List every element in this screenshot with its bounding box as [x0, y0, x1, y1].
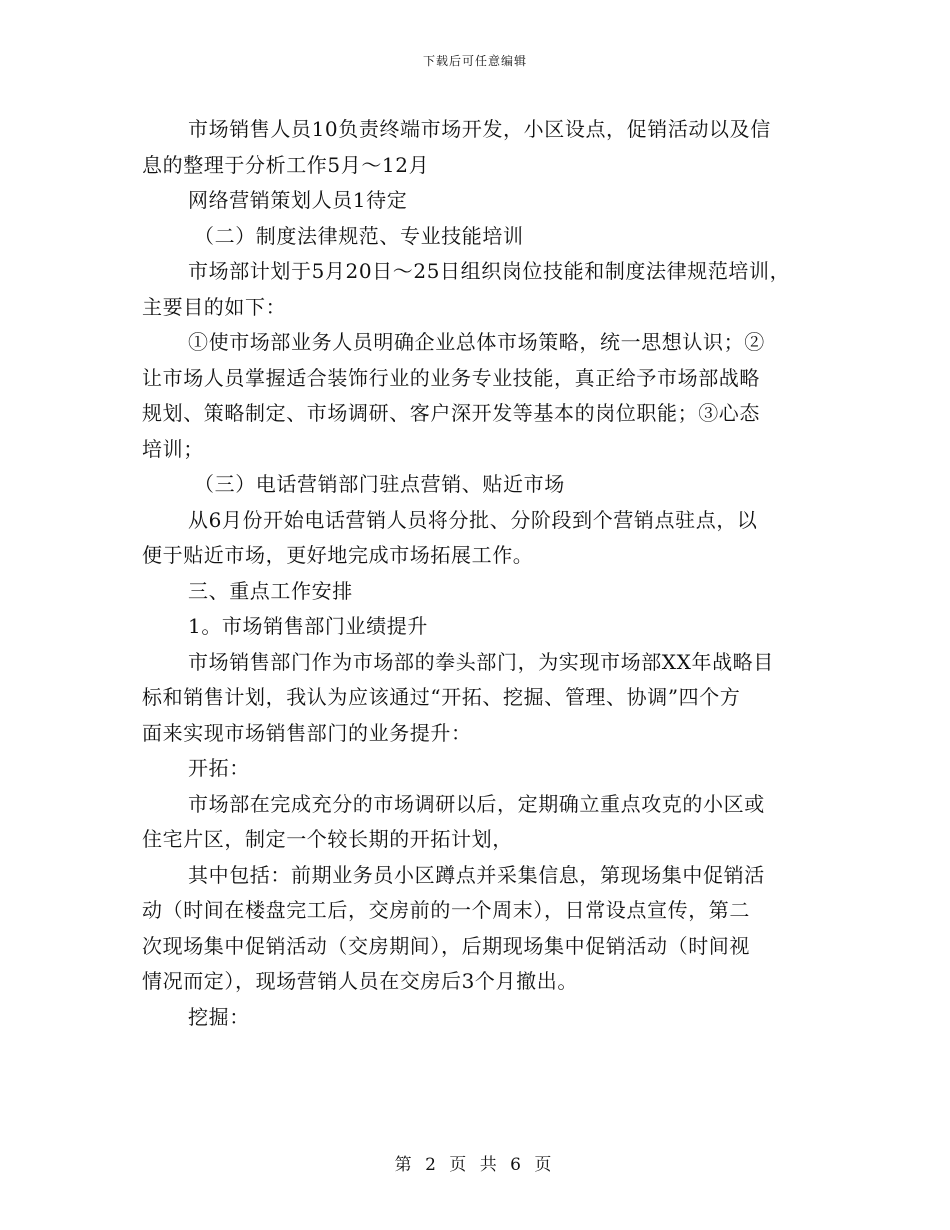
paragraph-line: 开拓：: [188, 756, 250, 780]
paragraph-line: 情况而定），现场营销人员在交房后3个月撤出。: [142, 969, 578, 993]
page-footer: 第 2 页 共 6 页: [394, 1155, 556, 1175]
paragraph-line: 息的整理于分析工作5月～12月: [142, 152, 430, 177]
section-heading: （二）制度法律规范、专业技能培训: [194, 223, 524, 248]
paragraph-line: 让市场人员掌握适合装饰行业的业务专业技能，真正给予市场部战略: [142, 365, 760, 390]
paragraph-line: 市场销售人员10负责终端市场开发，小区设点，促销活动以及信: [188, 117, 771, 141]
paragraph-line: 其中包括：前期业务员小区蹲点并采集信息，第现场集中促销活: [188, 862, 765, 887]
paragraph-line: 市场部计划于5月20日～25日组织岗位技能和制度法律规范培训，: [188, 259, 791, 283]
section-heading: （三）电话营销部门驻点营销、贴近市场: [194, 472, 565, 496]
paragraph-line: 规划、策略制定、市场调研、客户深开发等基本的岗位职能；③心态: [142, 401, 760, 425]
paragraph-line: 市场部在完成充分的市场调研以后，定期确立重点攻克的小区或: [188, 791, 765, 816]
paragraph-line: 挖掘：: [188, 1004, 250, 1029]
paragraph-line: 次现场集中促销活动（交房期间），后期现场集中促销活动（时间视: [142, 933, 750, 958]
paragraph-line: 培训；: [142, 436, 204, 461]
paragraph-line: 便于贴近市场，更好地完成市场拓展工作。: [142, 543, 534, 567]
page-header: 下载后可任意编辑: [422, 54, 527, 68]
paragraph-line: 面来实现市场销售部门的业务提升：: [142, 720, 472, 745]
subsection-heading: 1。市场销售部门业绩提升: [188, 614, 428, 638]
paragraph-line: 住宅片区，制定一个较长期的开拓计划，: [142, 827, 513, 851]
paragraph-line: ①使市场部业务人员明确企业总体市场策略，统一思想认识；②: [188, 330, 765, 354]
paragraph-line: 市场销售部门作为市场部的拳头部门，为实现市场部XX年战略目: [188, 649, 774, 674]
paragraph-line: 主要目的如下：: [142, 294, 287, 319]
document-body: [142, 112, 812, 1035]
paragraph-line: 网络营销策划人员1待定: [188, 188, 408, 212]
paragraph-line: 从6月份开始电话营销人员将分批、分阶段到个营销点驻点，以: [188, 507, 758, 532]
paragraph-line: 标和销售计划，我认为应该通过“开拓、挖掘、管理、协调”四个方: [142, 685, 741, 709]
paragraph-line: 动（时间在楼盘完工后，交房前的一个周末），日常设点宣传，第二: [142, 898, 750, 922]
section-heading: 三、重点工作安排: [188, 578, 353, 603]
